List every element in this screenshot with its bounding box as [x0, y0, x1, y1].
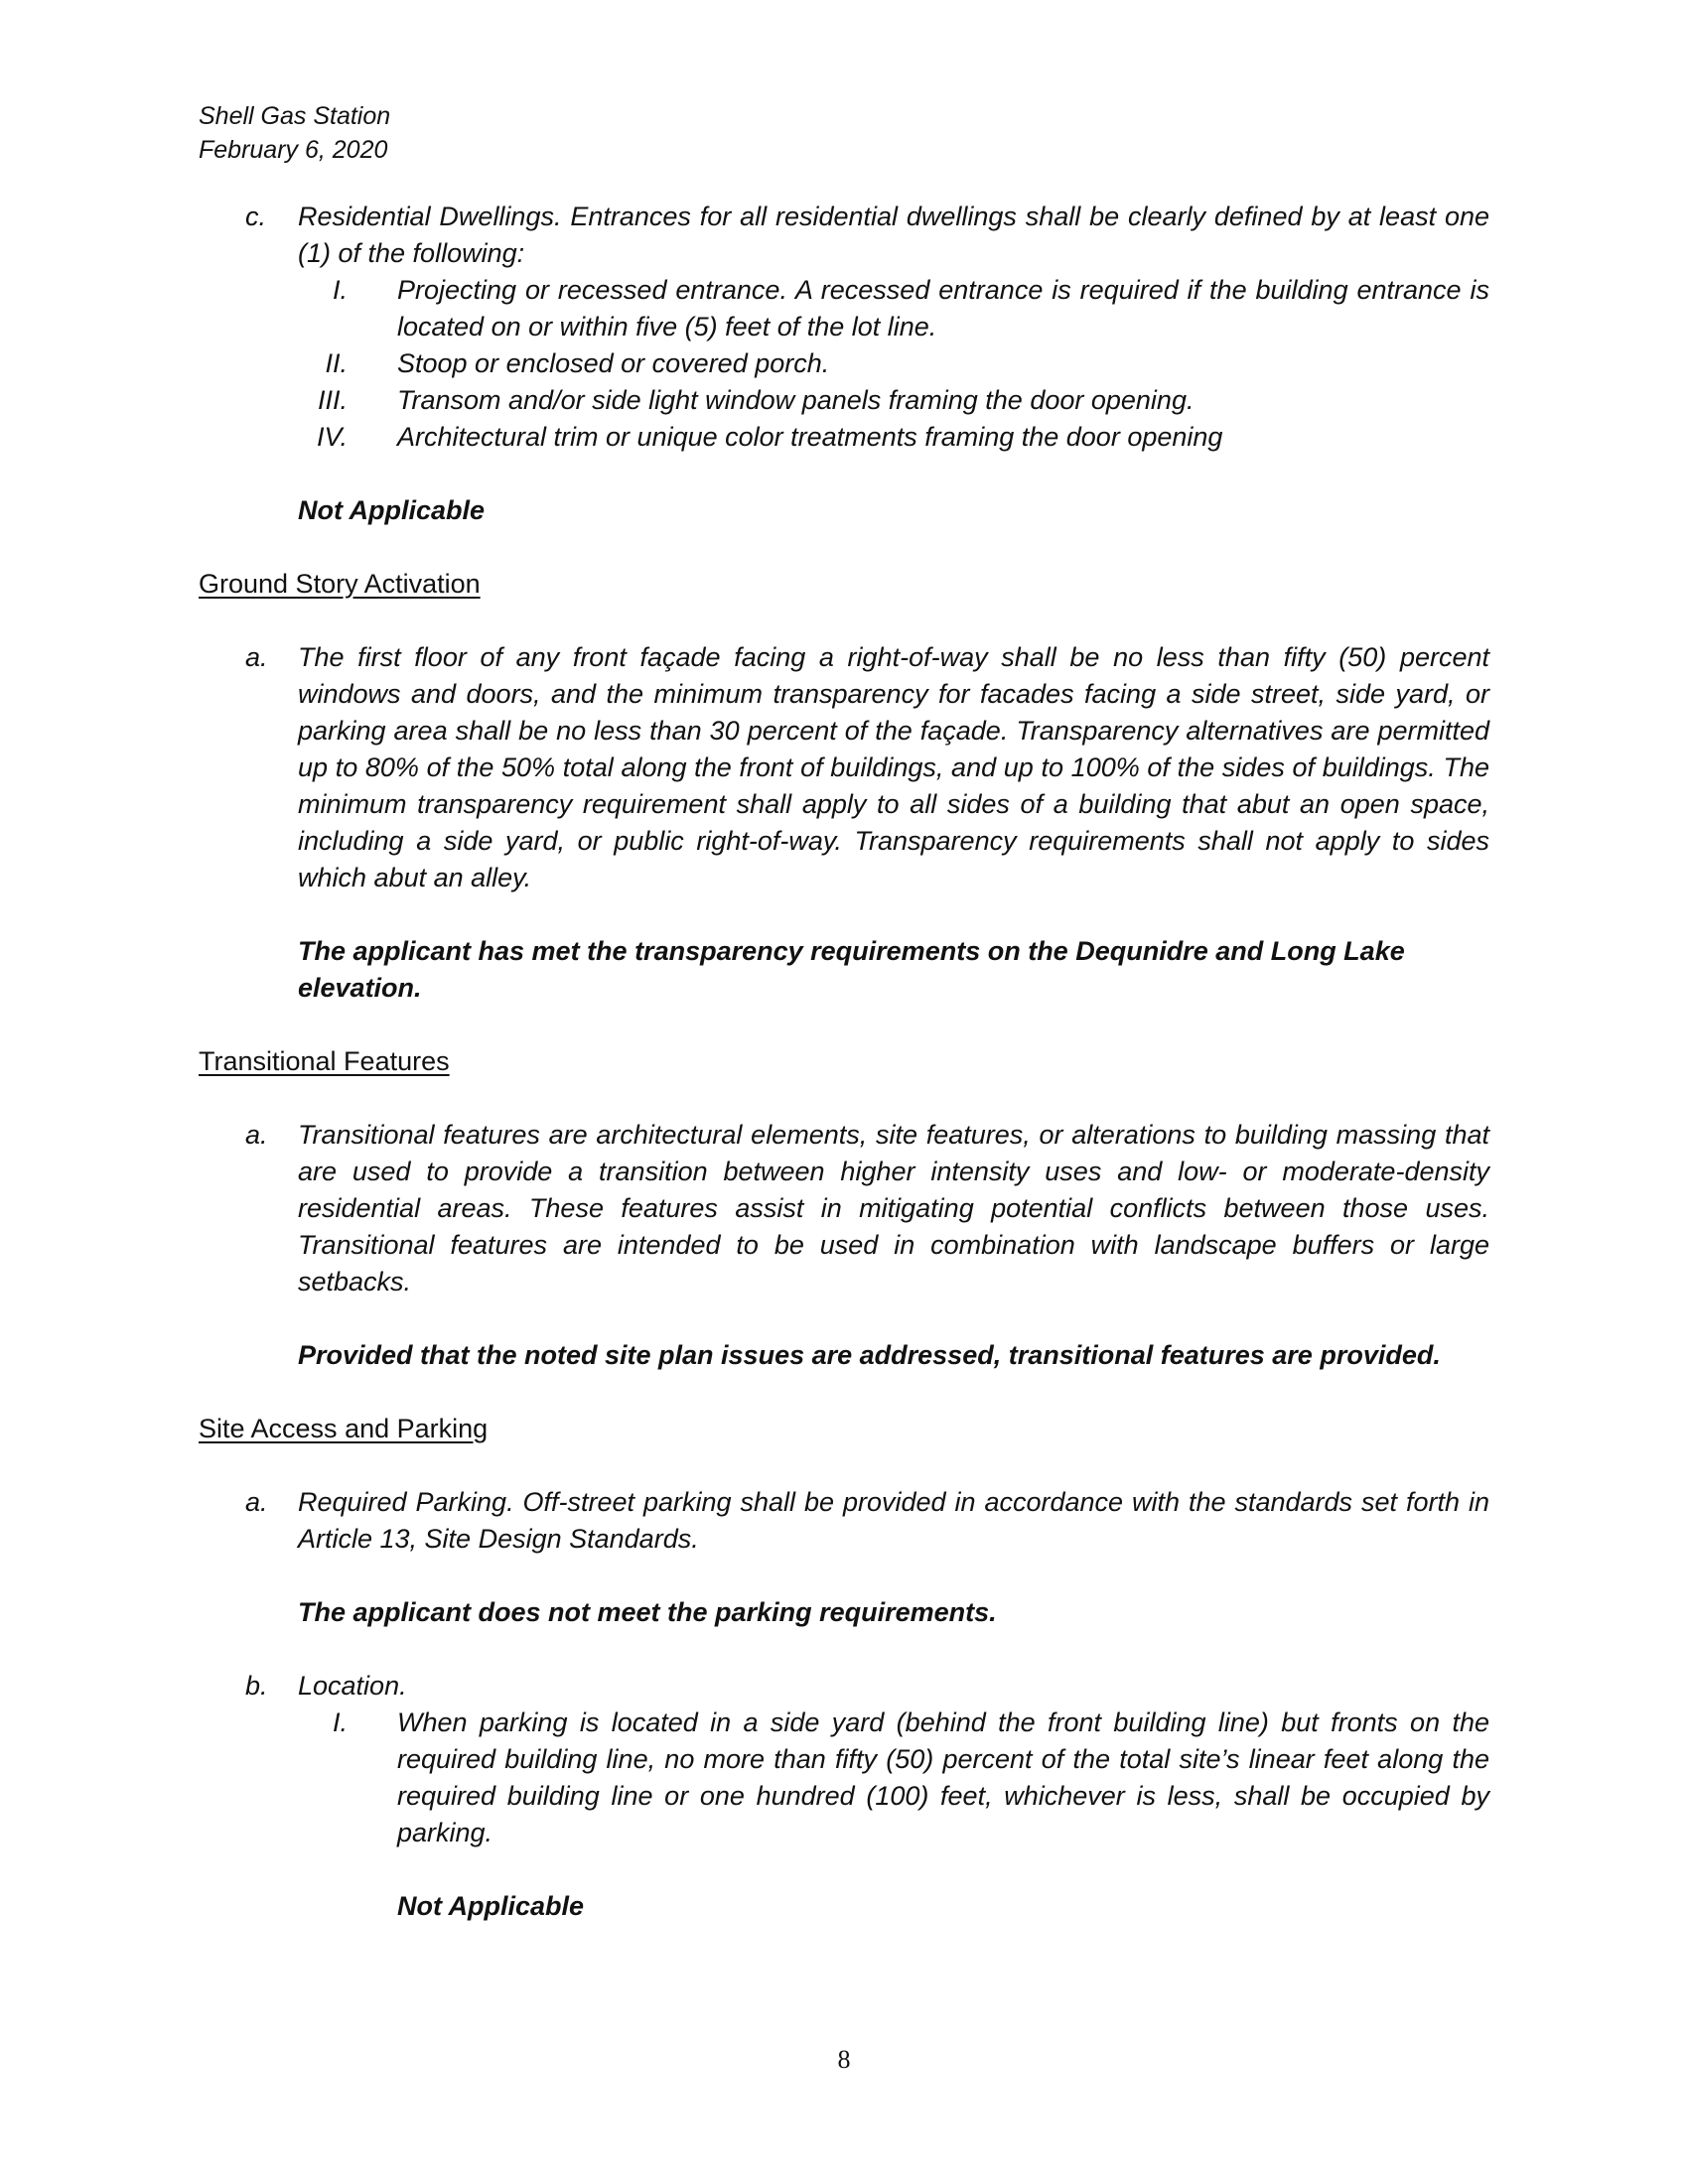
- list-item-location: [199, 1668, 1489, 1705]
- list-marker: b.: [245, 1671, 268, 1701]
- verdict-location: Not Applicable: [397, 1891, 585, 1921]
- list-item-transitional: [199, 1117, 1489, 1300]
- sub-marker: III.: [317, 385, 348, 415]
- sub-item-text: Architectural trim or unique color treatments framing the door opening: [397, 422, 1223, 452]
- sub-item-text: Projecting or recessed entrance. A recessed entrance is required if the building entrance is located on or within five (5) feet of the lot line.: [397, 275, 1489, 341]
- section-heading-site-access: Site Access and Parking: [199, 1414, 489, 1443]
- list-item-text: Location.: [298, 1671, 407, 1701]
- sub-marker: I.: [332, 1707, 348, 1737]
- list-marker: a.: [245, 1487, 268, 1517]
- list-marker: c.: [245, 202, 267, 231]
- verdict-residential: Not Applicable: [298, 495, 486, 525]
- sub-item: [199, 1705, 1489, 1851]
- sub-marker: I.: [332, 275, 348, 305]
- list-marker: a.: [245, 642, 268, 672]
- list-marker: a.: [245, 1120, 268, 1150]
- verdict-required-parking: The applicant does not meet the parking requirements.: [298, 1597, 997, 1627]
- sub-item-text: Stoop or enclosed or covered porch.: [397, 348, 830, 378]
- page-header: [199, 99, 390, 167]
- list-item-text: The first floor of any front façade facing a right-of-way shall be no less than fifty (50) percent windows and doors, and the minimum transparency for facades facing a side street, side yard, or parking area shall be no less than 30 percent of the façade. Transparency alternatives are permitted up to 80% of the 50% total along the front of buildings, and up to 100% of the sides of buildings. The minimum transparency requirement shall apply to all sides of a building that abut an open space, including a side yard, or public right-of-way. Transparency requirements shall not apply to sides which abut an alley.: [298, 642, 1489, 892]
- list-item-text: Residential Dwellings. Entrances for all residential dwellings shall be clearly defined by at least one (1) of the following:: [298, 202, 1489, 268]
- report-date: February 6, 2020: [199, 136, 388, 164]
- sub-marker: II.: [325, 348, 348, 378]
- list-item-text: Required Parking. Off-street parking shall be provided in accordance with the standards set forth in Article 13, Site Design Standards.: [298, 1487, 1489, 1554]
- sub-marker: IV.: [316, 422, 348, 452]
- list-item-text: Transitional features are architectural elements, site features, or alterations to building massing that are used to provide a transition between higher intensity uses and low- or moderate-density residential areas. These features assist in mitigating potential conflicts between those uses. Transitional features are intended to be used in combination with landscape buffers or large setbacks.: [298, 1120, 1489, 1297]
- sub-item-text: Transom and/or side light window panels framing the door opening.: [397, 385, 1195, 415]
- verdict-transitional: Provided that the noted site plan issues are addressed, transitional features are provided.: [298, 1340, 1441, 1370]
- sub-item-text: When parking is located in a side yard (behind the front building line) but fronts on the required building line, no more than fifty (50) percent of the total site’s linear feet along the required building line or one hundred (100) feet, whichever is less, shall be occupied by parking.: [397, 1707, 1489, 1847]
- page-number: 8: [837, 2045, 851, 2074]
- section-heading-transitional: Transitional Features: [199, 1046, 450, 1076]
- verdict-ground-story: The applicant has met the transparency requirements on the Dequnidre and Long Lake elevation.: [298, 936, 1405, 1003]
- list-item-residential: [199, 199, 1489, 272]
- list-item-transparency: [199, 639, 1489, 896]
- sub-item: [199, 382, 1489, 419]
- list-item-required-parking: [199, 1484, 1489, 1558]
- project-name: Shell Gas Station: [199, 102, 391, 130]
- sub-item: [199, 345, 1489, 382]
- sub-item: [199, 419, 1489, 456]
- sub-item: [199, 272, 1489, 345]
- document-body: [199, 199, 1489, 1925]
- section-heading-ground-story: Ground Story Activation: [199, 569, 481, 599]
